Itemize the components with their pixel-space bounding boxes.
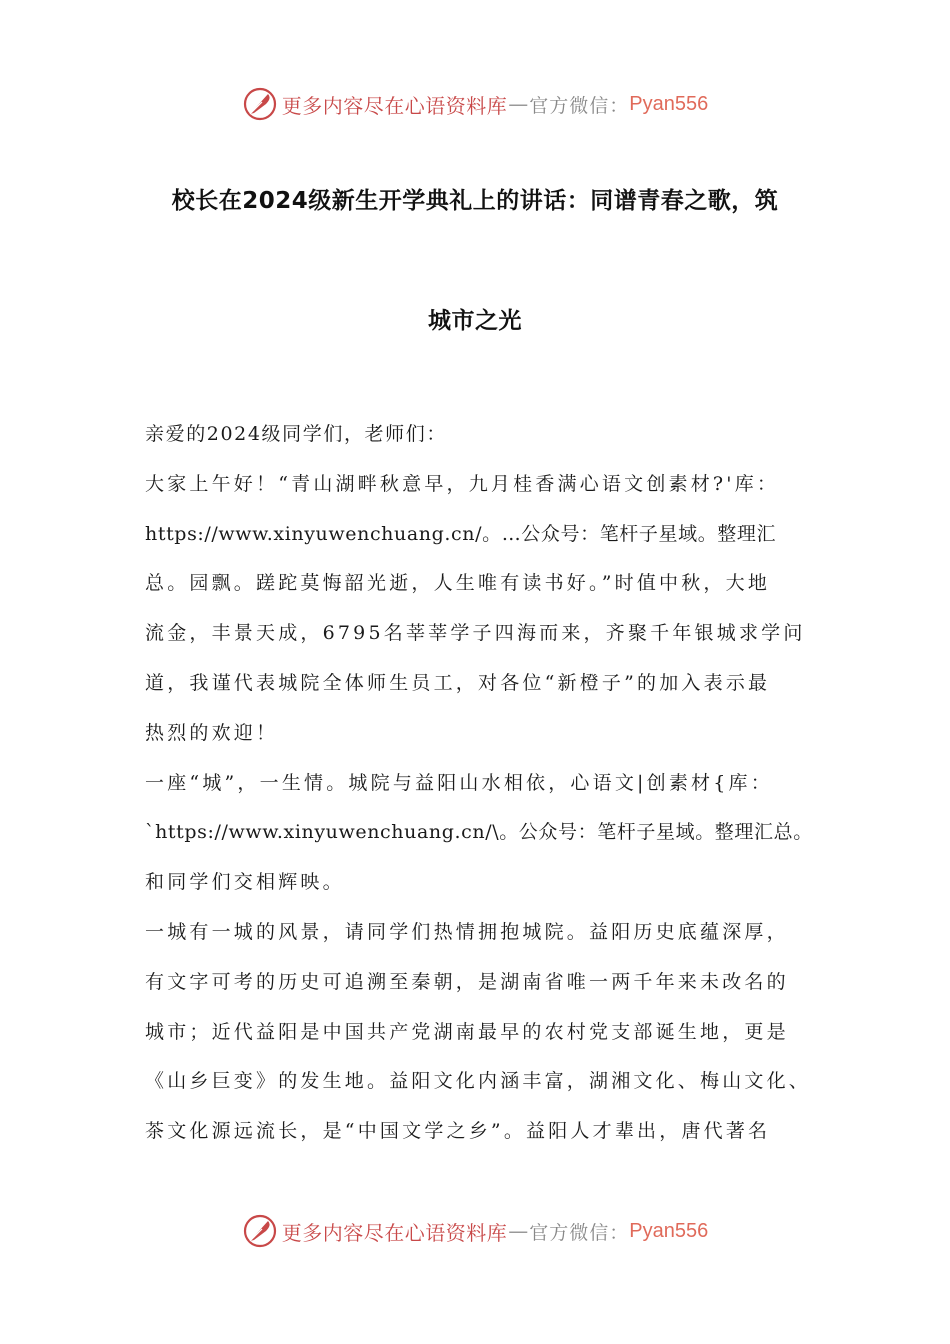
body-line: 城市；近代益阳是中国共产党湖南最早的农村党支部诞生地，更是 xyxy=(145,1020,789,1043)
watermark-wechat-id: Pyan556 xyxy=(629,1219,709,1242)
document-body xyxy=(145,414,825,1161)
watermark-dash: — xyxy=(508,92,529,116)
quill-logo-icon xyxy=(242,86,278,122)
quill-logo-icon xyxy=(242,1213,278,1249)
watermark-text: 更多内容尽在心语资料库 xyxy=(281,93,508,118)
watermark-text: 更多内容尽在心语资料库 xyxy=(281,1220,508,1245)
document-title-line-1: 校长在2024级新生开学典礼上的讲话：同谱青春之歌，筑 xyxy=(171,188,779,214)
body-line: 道，我谨代表城院全体师生员工，对各位“新橙子”的加入表示最 xyxy=(145,671,771,694)
watermark-dash: — xyxy=(508,1219,529,1243)
body-line: 《山乡巨变》的发生地。益阳文化内涵丰富，湖湘文化、梅山文化、 xyxy=(145,1070,812,1093)
body-line: 茶文化源远流长，是“中国文学之乡”。益阳人才辈出，唐代著名 xyxy=(145,1120,771,1143)
body-line: 一座“城”，一生情。城院与益阳山水相依，心语文|创素材{库： xyxy=(145,771,773,794)
watermark-wechat-id: Pyan556 xyxy=(629,92,709,115)
header-watermark xyxy=(0,84,950,124)
body-line: https://www.xinyuwenchuang.cn/。…公众号：笔杆子星域。整理汇 xyxy=(145,522,777,545)
body-line: 一城有一城的风景，请同学们热情拥抱城院。益阳历史底蕴深厚， xyxy=(145,920,789,943)
body-line: 亲爱的2024级同学们，老师们： xyxy=(145,423,447,445)
document-title-line-2: 城市之光 xyxy=(428,308,522,334)
body-line: 大家上午好！“青山湖畔秋意早，九月桂香满心语文创素材?'库： xyxy=(145,472,780,495)
footer-watermark xyxy=(0,1211,950,1251)
body-line: 流金，丰景天成，6795名莘莘学子四海而来，齐聚千年银城求学问 xyxy=(145,622,806,645)
body-line: 有文字可考的历史可追溯至秦朝，是湖南省唯一两千年来未改名的 xyxy=(145,970,789,993)
body-line: 总。园飘。蹉跎莫悔韶光逝，人生唯有读书好。”时值中秋，大地 xyxy=(145,572,771,595)
body-line: 热烈的欢迎！ xyxy=(145,721,279,744)
watermark-wechat-label: 官方微信： xyxy=(529,1221,630,1244)
watermark-wechat-label: 官方微信： xyxy=(529,94,630,117)
body-line: `https://www.xinyuwenchuang.cn/\。公众号：笔杆子星域。整理汇总。 xyxy=(145,821,813,844)
body-line: 和同学们交相辉映。 xyxy=(145,871,345,894)
